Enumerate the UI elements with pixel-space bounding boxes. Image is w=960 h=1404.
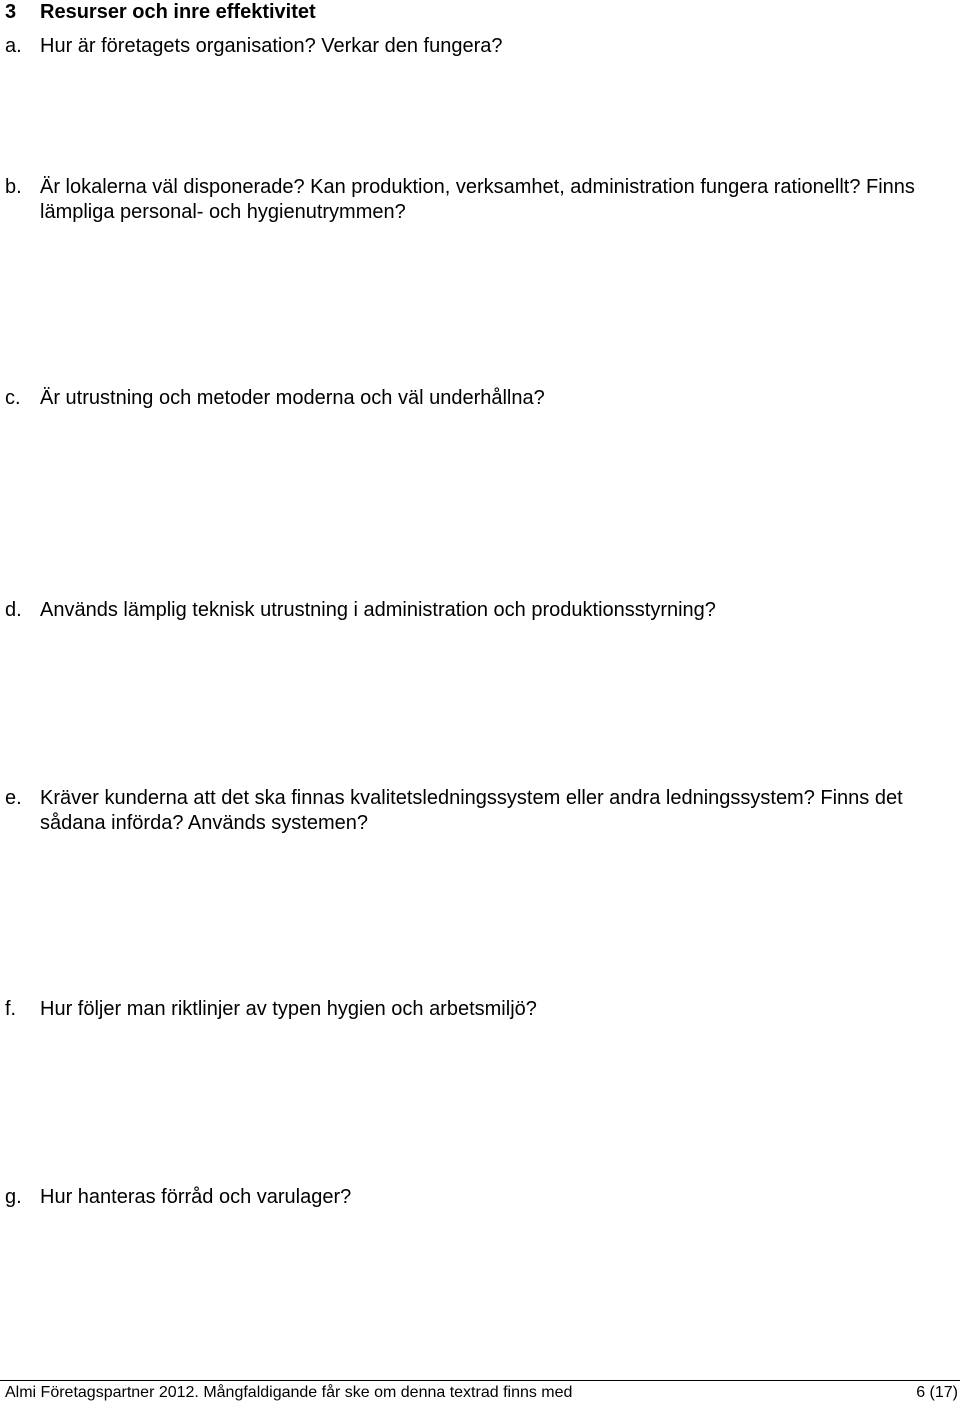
question-text: Hur följer man riktlinjer av typen hygien och arbetsmiljö?	[40, 998, 537, 1020]
question-letter: e.	[5, 787, 22, 809]
question-letter: f.	[5, 998, 17, 1020]
question-d	[5, 598, 940, 623]
question-text: Kräver kunderna att det ska finnas kvalitetsledningssystem eller andra ledningssystem? Finns det sådana införda? Används systemen?	[40, 787, 903, 834]
question-letter: d.	[5, 599, 22, 621]
question-letter: a.	[5, 35, 22, 57]
question-text: Hur är företagets organisation? Verkar den fungera?	[40, 35, 503, 57]
section-number: 3	[5, 1, 17, 23]
footer-copyright: Almi Företagspartner 2012. Mångfaldigande får ske om denna textrad finns med	[5, 1384, 573, 1401]
question-letter: b.	[5, 176, 22, 198]
question-letter: c.	[5, 387, 21, 409]
section-heading	[5, 0, 316, 24]
question-b	[5, 175, 940, 225]
question-text: Är utrustning och metoder moderna och väl underhållna?	[40, 387, 545, 409]
question-g	[5, 1185, 940, 1210]
question-a	[5, 34, 940, 59]
section-title: Resurser och inre effektivitet	[40, 1, 316, 23]
page-number: 6 (17)	[916, 1384, 958, 1401]
question-f	[5, 997, 940, 1022]
question-text: Används lämplig teknisk utrustning i administration och produktionsstyrning?	[40, 599, 716, 621]
question-c	[5, 386, 940, 411]
question-e	[5, 786, 940, 836]
question-text: Är lokalerna väl disponerade? Kan produktion, verksamhet, administration fungera rationellt? Finns lämpliga personal- och hygienutrymmen?	[40, 176, 915, 223]
page-footer	[0, 1380, 960, 1404]
question-text: Hur hanteras förråd och varulager?	[40, 1186, 352, 1208]
question-letter: g.	[5, 1186, 22, 1208]
